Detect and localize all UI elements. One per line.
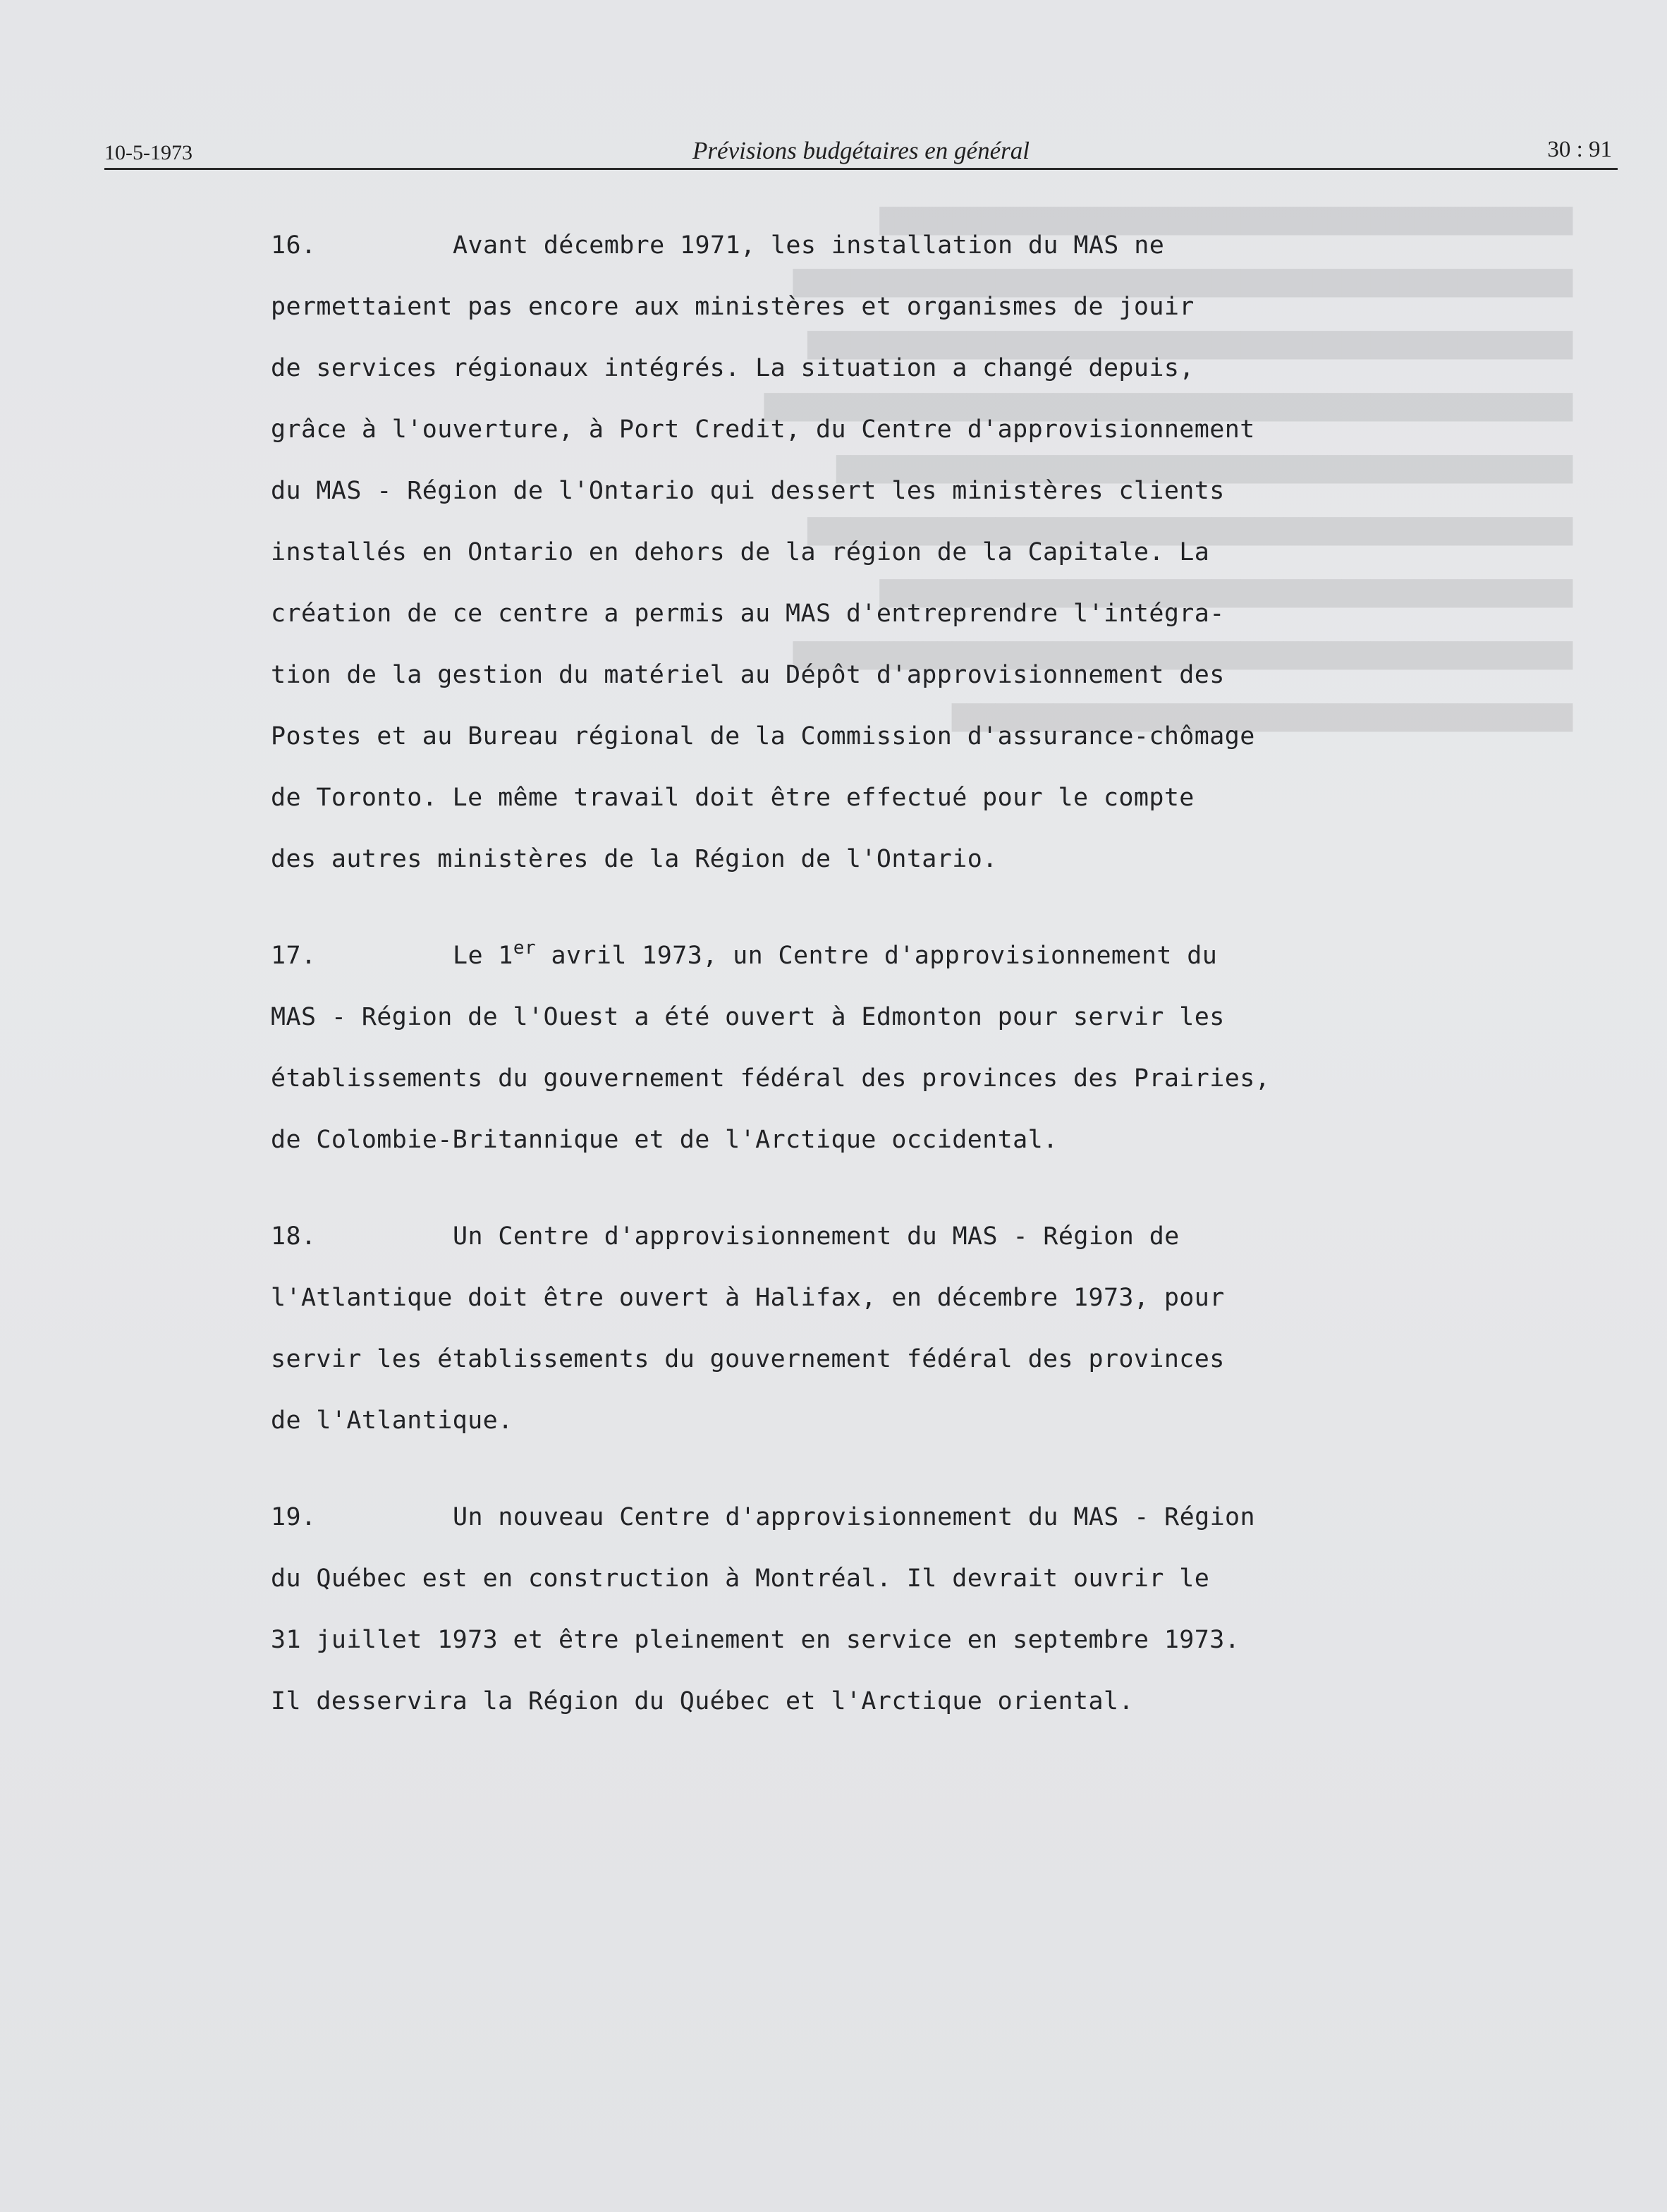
paragraph-line: de Toronto. Le même travail doit être effectué pour le compte bbox=[271, 784, 1195, 812]
paragraph-line: Il desservira la Région du Québec et l'Arctique oriental. bbox=[271, 1687, 1134, 1715]
paragraph-line bbox=[271, 925, 1596, 987]
paragraph-18 bbox=[271, 1206, 1596, 1452]
paragraph-number: 16. bbox=[271, 231, 317, 260]
paragraph-line: de Colombie-Britannique et de l'Arctique occidental. bbox=[271, 1126, 1058, 1154]
paragraph-line: du MAS - Région de l'Ontario qui dessert les ministères clients bbox=[271, 477, 1225, 505]
paragraph-line: tion de la gestion du matériel au Dépôt d'approvisionnement des bbox=[271, 661, 1225, 689]
running-header bbox=[104, 131, 1618, 170]
line-text: Avant décembre 1971, les installation du MAS ne bbox=[453, 231, 1165, 260]
paragraph-number: 18. bbox=[271, 1222, 317, 1251]
header-date: 10-5-1973 bbox=[104, 141, 193, 164]
line-text-pre: Le 1 bbox=[453, 942, 513, 970]
paragraph-16 bbox=[271, 215, 1596, 890]
paragraph-line: 31 juillet 1973 et être pleinement en service en septembre 1973. bbox=[271, 1626, 1240, 1654]
paragraph-line: Postes et au Bureau régional de la Commission d'assurance-chômage bbox=[271, 722, 1255, 750]
ordinal-superscript: er bbox=[513, 937, 536, 959]
paragraph-number: 19. bbox=[271, 1503, 317, 1531]
paragraph-line: permettaient pas encore aux ministères et organismes de jouir bbox=[271, 293, 1195, 321]
paragraph-line: du Québec est en construction à Montréal. Il devrait ouvrir le bbox=[271, 1564, 1210, 1593]
header-page-reference: 30 : 91 bbox=[1547, 137, 1612, 162]
paragraph-line: installés en Ontario en dehors de la région de la Capitale. La bbox=[271, 538, 1210, 566]
paragraph-line: création de ce centre a permis au MAS d'entreprendre l'intégra- bbox=[271, 600, 1225, 628]
paragraph-17 bbox=[271, 925, 1596, 1171]
paragraph-line: établissements du gouvernement fédéral des provinces des Prairies, bbox=[271, 1064, 1271, 1093]
paragraph-line: de services régionaux intégrés. La situation a changé depuis, bbox=[271, 354, 1195, 382]
line-text-post: avril 1973, un Centre d'approvisionnement du bbox=[536, 942, 1218, 970]
line-text: Un Centre d'approvisionnement du MAS - Région de bbox=[453, 1222, 1180, 1251]
body-text bbox=[271, 215, 1596, 1768]
line-text: Un nouveau Centre d'approvisionnement du MAS - Région bbox=[453, 1503, 1256, 1531]
paragraph-line: servir les établissements du gouvernement fédéral des provinces bbox=[271, 1345, 1225, 1373]
paragraph-line: de l'Atlantique. bbox=[271, 1406, 513, 1435]
paragraph-line bbox=[271, 215, 1596, 276]
paragraph-line bbox=[271, 1487, 1596, 1548]
paragraph-line bbox=[271, 1206, 1596, 1268]
paragraph-line: grâce à l'ouverture, à Port Credit, du Centre d'approvisionnement bbox=[271, 415, 1255, 444]
bleed-through-texture: ████████████████████████████████████████████████ ██████████████████████████████████████████████████████ █████████████████████████████████████████████████████ ████████████████████████████████████████████████████████ ███████████████████████████████████████████████████ █████████████████████████████████████████████████████ ████████████████████████████████████████████████ ██████████████████████████████████████████████████████ ███████████████████████████████████████████ bbox=[764, 207, 1573, 732]
paragraph-line: MAS - Région de l'Ouest a été ouvert à Edmonton pour servir les bbox=[271, 1003, 1225, 1031]
paragraph-line: l'Atlantique doit être ouvert à Halifax, en décembre 1973, pour bbox=[271, 1284, 1225, 1312]
paragraph-19 bbox=[271, 1487, 1596, 1732]
header-title: Prévisions budgétaires en général bbox=[692, 137, 1030, 164]
paragraph-number: 17. bbox=[271, 942, 317, 970]
paragraph-line: des autres ministères de la Région de l'Ontario. bbox=[271, 845, 998, 873]
